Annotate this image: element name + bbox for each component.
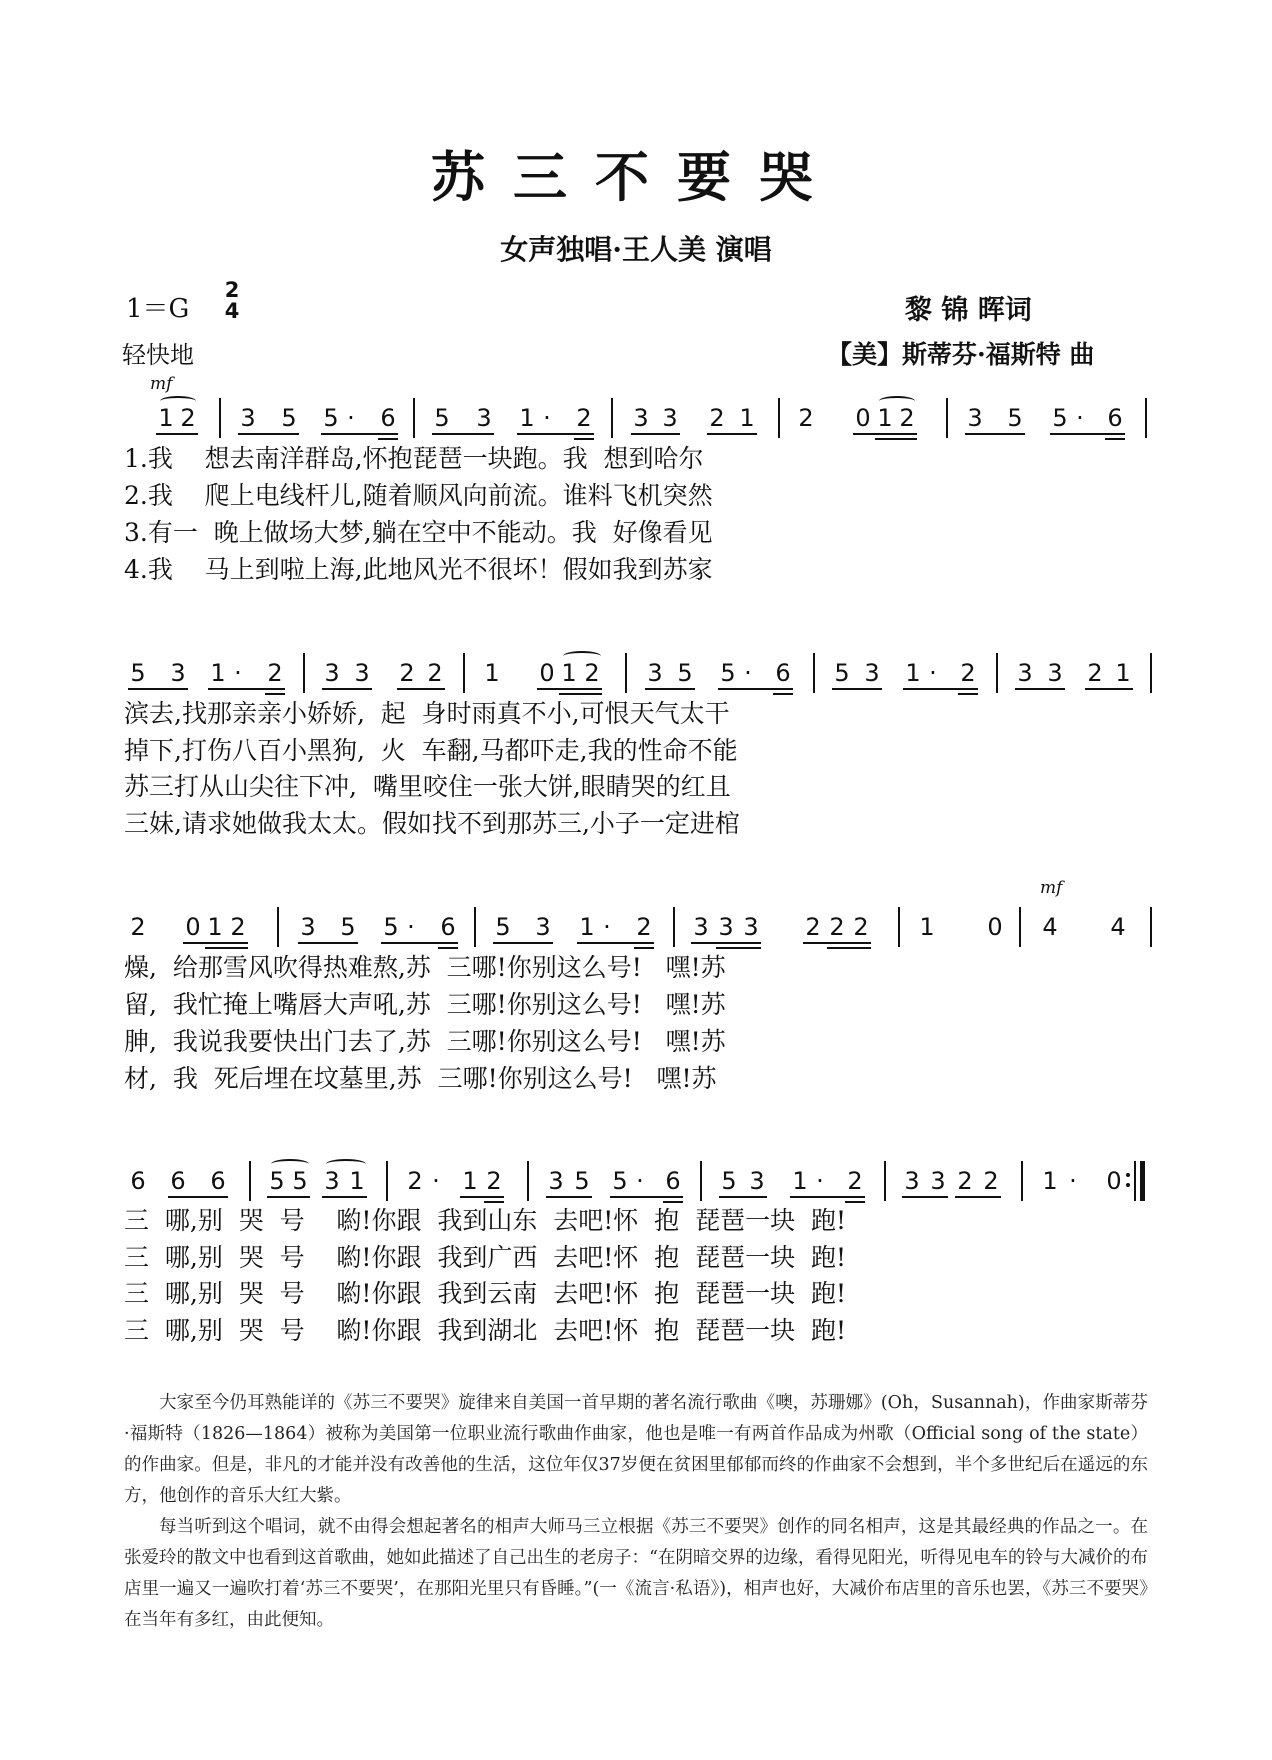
lyric-line-s3-v2: 留, 我忙掩上嘴唇大声吼,苏 三哪!你别这么号! 嘿!苏 — [124, 990, 726, 1019]
note: 5 — [574, 1167, 590, 1195]
note: 5 — [323, 404, 339, 432]
barline — [673, 907, 675, 947]
note: 1 — [579, 913, 595, 941]
note: 3 — [170, 659, 186, 687]
lyric-line-s4-v2: 三 哪,别 哭 号 喲!你跟 我到广西 去吧!怀 抱 琵琶一块 跑! — [124, 1243, 847, 1272]
beam — [718, 688, 793, 690]
slur — [563, 651, 601, 661]
beam — [208, 688, 285, 690]
note: 5 — [721, 1167, 737, 1195]
lyric-line-s3-v1: 燥, 给那雪风吹得热难熬,苏 三哪!你别这么号! 嘿!苏 — [124, 953, 726, 982]
barline — [996, 653, 998, 693]
note: 2 — [983, 1167, 999, 1195]
dot: · — [744, 659, 752, 687]
lyric-line-s1-v4: 4.我 马上到啦上海,此地风光不很坏！假如我到苏家 — [124, 555, 713, 584]
note: 3 — [633, 404, 649, 432]
beam — [1050, 433, 1125, 435]
key-signature: 1＝G — [126, 294, 190, 324]
note: 0 — [539, 659, 555, 687]
lyric-line-s4-v3: 三 哪,别 哭 号 喲!你跟 我到云南 去吧!怀 抱 琵琶一块 跑! — [124, 1279, 847, 1308]
beam — [322, 688, 372, 690]
note: 5 — [340, 913, 356, 941]
song-subtitle: 女声独唱·王人美 演唱 — [500, 233, 772, 266]
barline — [1021, 1161, 1023, 1201]
beam — [958, 693, 978, 695]
note: 2 — [899, 404, 915, 432]
barline — [474, 907, 476, 947]
barline — [303, 653, 305, 693]
lyric-line-s2-v2: 掉下,打伤八百小黑狗, 火 车翻,马都吓走,我的性命不能 — [124, 736, 738, 765]
note: 1 — [877, 404, 893, 432]
slur — [160, 396, 196, 406]
beam — [460, 1196, 504, 1198]
note: 2 — [399, 659, 415, 687]
note: 1 — [792, 1167, 808, 1195]
note: 1 — [1115, 659, 1131, 687]
beam — [397, 688, 445, 690]
note: 2 — [427, 659, 443, 687]
beam — [875, 438, 917, 440]
barline — [219, 398, 221, 438]
beam — [773, 693, 793, 695]
barline — [1019, 907, 1021, 947]
dot: · — [543, 404, 551, 432]
tempo-marking: 轻快地 — [122, 341, 194, 369]
beam — [803, 942, 871, 944]
note: 2 — [829, 913, 845, 941]
note: 5 — [434, 404, 450, 432]
beam — [845, 1201, 865, 1203]
beam — [1085, 688, 1133, 690]
note: 3 — [1047, 659, 1063, 687]
beam — [546, 1196, 592, 1198]
barline — [813, 653, 815, 693]
repeat-dot — [1126, 1183, 1130, 1187]
note: 3 — [662, 404, 678, 432]
dynamic-mf-1: mf — [150, 374, 173, 394]
note: 5 — [1007, 404, 1023, 432]
slur — [879, 396, 915, 406]
barline — [884, 1161, 886, 1201]
beam — [827, 947, 871, 949]
barline — [1150, 653, 1152, 693]
beam — [610, 1196, 683, 1198]
beam — [438, 947, 458, 949]
note: 2 — [486, 1167, 502, 1195]
beam — [517, 433, 594, 435]
barline — [277, 907, 279, 947]
beam — [1105, 438, 1125, 440]
commentary — [124, 1388, 1148, 1636]
note: 2 — [805, 913, 821, 941]
beam — [265, 693, 285, 695]
dot: · — [407, 913, 415, 941]
note: 4 — [1042, 913, 1058, 941]
beam — [716, 947, 761, 949]
beam — [631, 433, 680, 435]
note: 3 — [864, 659, 880, 687]
note: 3 — [476, 404, 492, 432]
note: 1 — [739, 404, 755, 432]
note: 6 — [775, 659, 791, 687]
beam — [559, 693, 602, 695]
beam — [493, 942, 553, 944]
beam — [298, 942, 358, 944]
note: 1 — [484, 659, 500, 687]
repeat-dots — [1125, 1169, 1131, 1189]
lyric-line-s2-v3: 苏三打从山尖往下冲, 嘴里咬住一张大饼,眼睛哭的红且 — [124, 772, 731, 801]
note: 3 — [300, 913, 316, 941]
barline — [1150, 907, 1152, 947]
note: 1 — [158, 404, 174, 432]
composer-credit: 【美】斯蒂芬·福斯特 曲 — [827, 340, 1095, 369]
beam — [832, 688, 882, 690]
note: 2 — [960, 659, 976, 687]
beam — [381, 942, 458, 944]
note: 2 — [853, 913, 869, 941]
note: 3 — [967, 404, 983, 432]
note: 6 — [665, 1167, 681, 1195]
dot: · — [1076, 404, 1084, 432]
note: 5 — [292, 1167, 308, 1195]
slur — [326, 1159, 366, 1169]
note: 2 — [847, 1167, 863, 1195]
note: 2 — [230, 913, 246, 941]
barline — [386, 1161, 388, 1201]
note: 1 — [349, 1167, 365, 1195]
beam — [378, 438, 398, 440]
note: 3 — [354, 659, 370, 687]
dot: · — [636, 1167, 644, 1195]
note: 0 — [855, 404, 871, 432]
lyric-line-s2-v1: 滨去,找那亲亲小娇娇, 起 身时雨真不小,可恨天气太干 — [124, 699, 730, 728]
note: 2 — [636, 913, 652, 941]
final-barline-thick — [1140, 1161, 1145, 1201]
dynamic-mf-2: mf — [1040, 878, 1063, 898]
note: 3 — [535, 913, 551, 941]
note: 2 — [1087, 659, 1103, 687]
barline — [898, 907, 900, 947]
barline — [463, 653, 465, 693]
lyric-line-s1-v3: 3.有一 晚上做场大梦,躺在空中不能动。我 好像看见 — [124, 518, 713, 547]
note: 6 — [1107, 404, 1123, 432]
note: 3 — [930, 1167, 946, 1195]
time-signature — [221, 280, 243, 322]
note: 1 — [561, 659, 577, 687]
barline — [413, 398, 415, 438]
beam — [484, 1201, 504, 1203]
note: 3 — [1017, 659, 1033, 687]
note: 5 — [834, 659, 850, 687]
note: 5 — [677, 659, 693, 687]
note: 3 — [693, 913, 709, 941]
note: 0 — [185, 913, 201, 941]
note: 1 — [519, 404, 535, 432]
note: 1 — [462, 1167, 478, 1195]
beam — [238, 433, 299, 435]
beam — [205, 947, 248, 949]
note: 3 — [324, 1167, 340, 1195]
beam — [168, 1196, 228, 1198]
note: 1 — [207, 913, 223, 941]
beam — [577, 942, 654, 944]
barline — [611, 398, 613, 438]
lyric-line-s4-v1: 三 哪,别 哭 号 喲!你跟 我到山东 去吧!怀 抱 琵琶一块 跑! — [124, 1206, 847, 1235]
dot: · — [234, 659, 242, 687]
beam — [965, 433, 1025, 435]
note: 4 — [1110, 913, 1126, 941]
note: 0 — [1106, 1167, 1122, 1195]
note: 3 — [749, 1167, 765, 1195]
note: 5 — [495, 913, 511, 941]
beam — [955, 1196, 1001, 1198]
note: 6 — [440, 913, 456, 941]
beam — [853, 433, 917, 435]
beam — [128, 688, 188, 690]
note: 2 — [798, 404, 814, 432]
beam — [634, 947, 654, 949]
note: 2 — [576, 404, 592, 432]
beam — [902, 1196, 948, 1198]
note: 3 — [743, 913, 759, 941]
note: 2 — [130, 913, 146, 941]
dot: · — [929, 659, 937, 687]
barline — [249, 1161, 251, 1201]
barline — [527, 1161, 529, 1201]
lyric-line-s4-v4: 三 哪,别 哭 号 喲!你跟 我到湖北 去吧!怀 抱 琵琶一块 跑! — [124, 1316, 847, 1345]
note: 3 — [718, 913, 734, 941]
beam — [432, 433, 494, 435]
beam — [156, 433, 198, 435]
barline — [778, 398, 780, 438]
barline — [625, 653, 627, 693]
lyric-line-s1-v1: 1.我 想去南洋群岛,怀抱琵琶一块跑。我 想到哈尔 — [124, 444, 704, 473]
barline — [700, 1161, 702, 1201]
note: 3 — [647, 659, 663, 687]
beam — [903, 688, 978, 690]
note: 2 — [584, 659, 600, 687]
beam — [645, 688, 695, 690]
lyric-line-s1-v2: 2.我 爬上电线杆儿,随着顺风向前流。谁料飞机突然 — [124, 481, 713, 510]
beam — [183, 942, 248, 944]
note: 5 — [130, 659, 146, 687]
note: 1 — [919, 913, 935, 941]
barline — [1145, 398, 1147, 438]
slur — [271, 1159, 309, 1169]
beam — [322, 1196, 367, 1198]
repeat-dot — [1126, 1173, 1130, 1177]
note: 5 — [269, 1167, 285, 1195]
lyric-line-s2-v4: 三妹,请求她做我太太。假如找不到那苏三,小子一定进棺 — [124, 809, 740, 838]
note: 5 — [612, 1167, 628, 1195]
note: 3 — [324, 659, 340, 687]
beam — [574, 438, 594, 440]
note: 6 — [170, 1167, 186, 1195]
note: 6 — [380, 404, 396, 432]
note: 5 — [720, 659, 736, 687]
note: 1 — [210, 659, 226, 687]
dot: · — [1069, 1167, 1077, 1195]
note: 6 — [210, 1167, 226, 1195]
dot: · — [603, 913, 611, 941]
note: 2 — [180, 404, 196, 432]
lyric-line-s3-v4: 材, 我 死后埋在坟墓里,苏 三哪!你别这么号! 嘿!苏 — [124, 1064, 717, 1093]
time-sig-bottom: 4 — [224, 299, 240, 323]
note: 1 — [1042, 1167, 1058, 1195]
note: 5 — [1052, 404, 1068, 432]
dot: · — [816, 1167, 824, 1195]
note: 2 — [267, 659, 283, 687]
beam — [537, 688, 602, 690]
note: 3 — [240, 404, 256, 432]
beam — [691, 942, 761, 944]
note: 5 — [383, 913, 399, 941]
lyric-line-s3-v3: 胂, 我说我要快出门去了,苏 三哪!你别这么号! 嘿!苏 — [124, 1027, 726, 1056]
final-barline-thin — [1134, 1161, 1136, 1201]
time-sig-top: 2 — [224, 278, 240, 302]
beam — [707, 433, 757, 435]
barline — [946, 398, 948, 438]
beam — [321, 433, 398, 435]
note: 0 — [987, 913, 1003, 941]
dot: · — [432, 1167, 440, 1195]
song-title: 苏三不要哭 — [431, 145, 841, 209]
note: 3 — [904, 1167, 920, 1195]
lyricist-credit: 黎 锦 晖词 — [905, 295, 1032, 326]
note: 3 — [548, 1167, 564, 1195]
dot: · — [347, 404, 355, 432]
note: 2 — [709, 404, 725, 432]
commentary-paragraph-1: 大家至今仍耳熟能详的《苏三不要哭》旋律来自美国一首早期的著名流行歌曲《噢，苏珊娜》(Oh，Susannah)，作曲家斯蒂芬·福斯特（1826—1864）被称为美国第一位职业流行歌曲作曲家，他也是唯一有两首作品成为州歌（Official song of the state）的作曲家。但是，非凡的才能并没有改善他的生活，这位年仅37岁便在贫困里郁郁而终的作曲家不会想到，半个多世纪后在遥远的东方，他创作的音乐大红大紫。 — [124, 1393, 1148, 1506]
beam — [267, 1196, 310, 1198]
beam — [790, 1196, 865, 1198]
note: 1 — [905, 659, 921, 687]
note: 5 — [281, 404, 297, 432]
beam — [719, 1196, 767, 1198]
note: 2 — [407, 1167, 423, 1195]
note: 6 — [130, 1167, 146, 1195]
beam — [1015, 688, 1065, 690]
commentary-paragraph-2: 每当听到这个唱词，就不由得会想起著名的相声大师马三立根据《苏三不要哭》创作的同名相声，这是其最经典的作品之一。在张爱玲的散文中也看到这首歌曲，她如此描述了自己出生的老房子：“在阴暗交界的边缘，看得见阳光，听得见电车的铃与大减价的布店里一遍又一遍吹打着‘苏三不要哭’，在那阳光里只有昏睡。”(一《流言·私语》)，相声也好，大减价布店里的音乐也罢，《苏三不要哭》在当年有多红，由此便知。 — [124, 1517, 1148, 1630]
note: 2 — [957, 1167, 973, 1195]
beam — [663, 1201, 683, 1203]
